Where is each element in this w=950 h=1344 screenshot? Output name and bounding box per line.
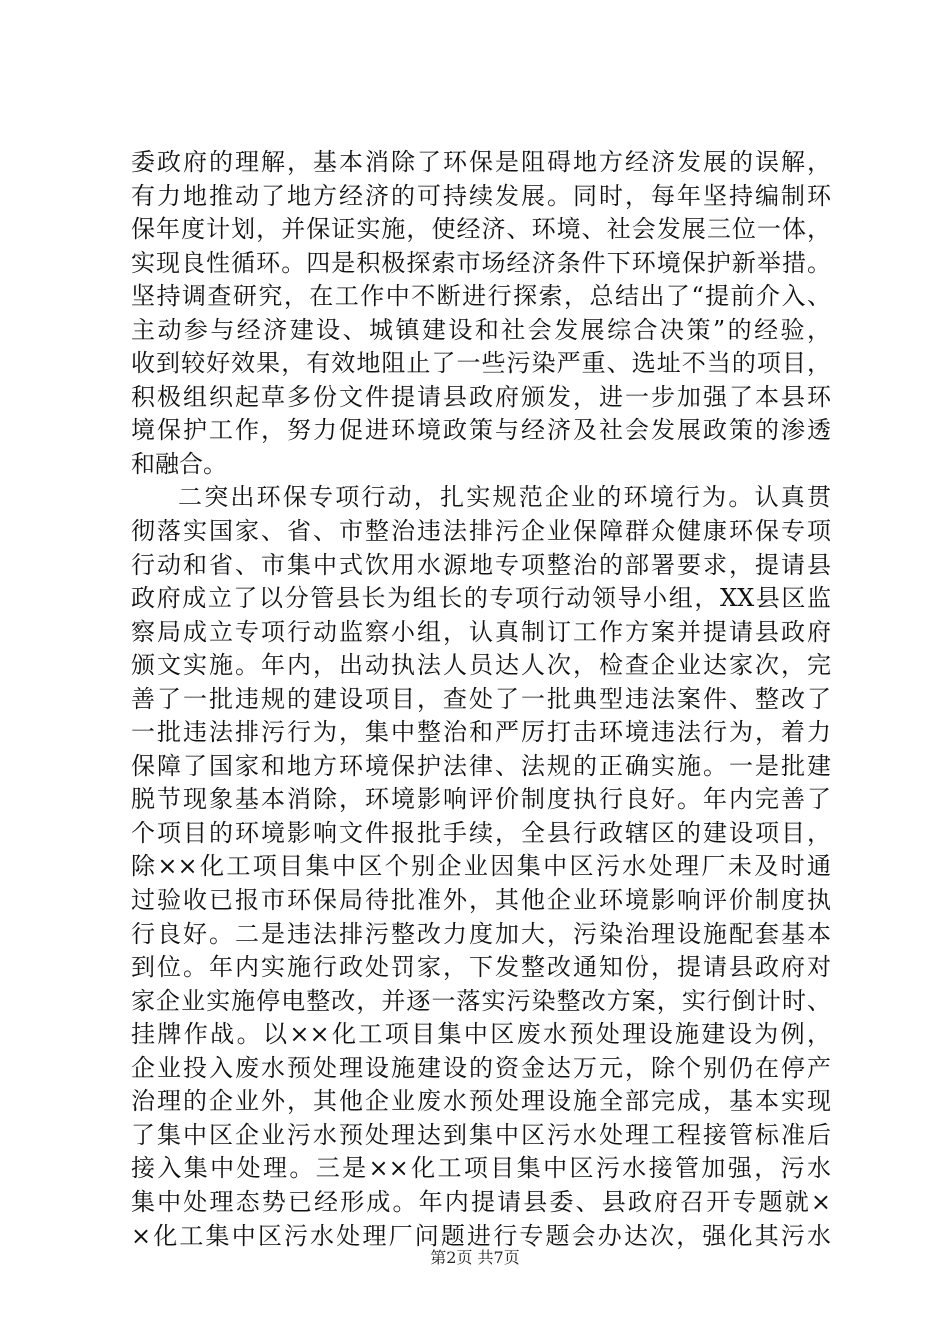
text-line: 主动参与经济建设、城镇建设和社会发展综合决策”的经验， bbox=[131, 315, 831, 344]
text-line: 过验收已报市环保局待批准外，其他企业环境影响评价制度执 bbox=[131, 886, 831, 915]
text-line: 保年度计划，并保证实施，使经济、环境、社会发展三位一体， bbox=[131, 215, 831, 244]
text-line: 除××化工项目集中区个别企业因集中区污水处理厂未及时通 bbox=[131, 852, 831, 881]
text-line: 家企业实施停电整改，并逐一落实污染整改方案，实行倒计时、 bbox=[131, 986, 831, 1015]
text-line: 个项目的环境影响文件报批手续，全县行政辖区的建设项目， bbox=[131, 818, 831, 847]
text-line: 了集中区企业污水预处理达到集中区污水处理工程接管标准后 bbox=[131, 1120, 831, 1149]
paragraph-first-line: 二突出环保专项行动，扎实规范企业的环境行为。认真贯 bbox=[178, 483, 831, 512]
text-line: 积极组织起草多份文件提请县政府颁发，进一步加强了本县环 bbox=[131, 382, 831, 411]
text-line: 察局成立专项行动监察小组，认真制订工作方案并提请县政府 bbox=[131, 617, 831, 646]
text-line: 委政府的理解，基本消除了环保是阻碍地方经济发展的误解， bbox=[131, 148, 831, 176]
text-line: 接入集中处理。三是××化工项目集中区污水接管加强，污水 bbox=[131, 1154, 831, 1183]
text-line: 和融合。 bbox=[131, 449, 227, 478]
text-line: 挂牌作战。以××化工项目集中区废水预处理设施建设为例， bbox=[131, 1020, 831, 1049]
text-line: 善了一批违规的建设项目，查处了一批典型违法案件、整改了 bbox=[131, 684, 831, 713]
text-line: 政府成立了以分管县长为组长的专项行动领导小组，XX县区监 bbox=[131, 584, 831, 613]
text-line: 到位。年内实施行政处罚家，下发整改通知份，提请县政府对 bbox=[131, 953, 831, 982]
text-line: 治理的企业外，其他企业废水预处理设施全部完成，基本实现 bbox=[131, 1087, 831, 1116]
text-line: 保障了国家和地方环境保护法律、法规的正确实施。一是批建 bbox=[131, 751, 831, 780]
text-line: 有力地推动了地方经济的可持续发展。同时，每年坚持编制环 bbox=[131, 181, 831, 210]
text-line: 坚持调查研究，在工作中不断进行探索，总结出了“提前介入、 bbox=[131, 282, 831, 311]
text-line: 实现良性循环。四是积极探索市场经济条件下环境保护新举措。 bbox=[131, 248, 831, 277]
text-line: 脱节现象基本消除，环境影响评价制度执行良好。年内完善了 bbox=[131, 785, 831, 814]
text-line: 行良好。二是违法排污整改力度加大，污染治理设施配套基本 bbox=[131, 919, 831, 948]
text-line: ×化工集中区污水处理厂问题进行专题会办达次，强化其污水 bbox=[131, 1221, 831, 1250]
text-line: 彻落实国家、省、市整治违法排污企业保障群众健康环保专项 bbox=[131, 517, 831, 546]
text-line: 集中处理态势已经形成。年内提请县委、县政府召开专题就× bbox=[131, 1187, 831, 1216]
page-number-footer: 第2页 共7页 bbox=[430, 1248, 520, 1267]
text-line: 颁文实施。年内，出动执法人员达人次，检查企业达家次，完 bbox=[131, 651, 831, 680]
text-line: 行动和省、市集中式饮用水源地专项整治的部署要求，提请县 bbox=[131, 550, 831, 579]
text-line: 一批违法排污行为，集中整治和严厉打击环境违法行为，着力 bbox=[131, 718, 831, 747]
text-line: 境保护工作，努力促进环境政策与经济及社会发展政策的渗透 bbox=[131, 416, 831, 445]
text-line: 收到较好效果，有效地阻止了一些污染严重、选址不当的项目， bbox=[131, 349, 831, 378]
text-line: 企业投入废水预处理设施建设的资金达万元，除个别仍在停产 bbox=[131, 1053, 831, 1082]
document-body bbox=[131, 146, 831, 1253]
